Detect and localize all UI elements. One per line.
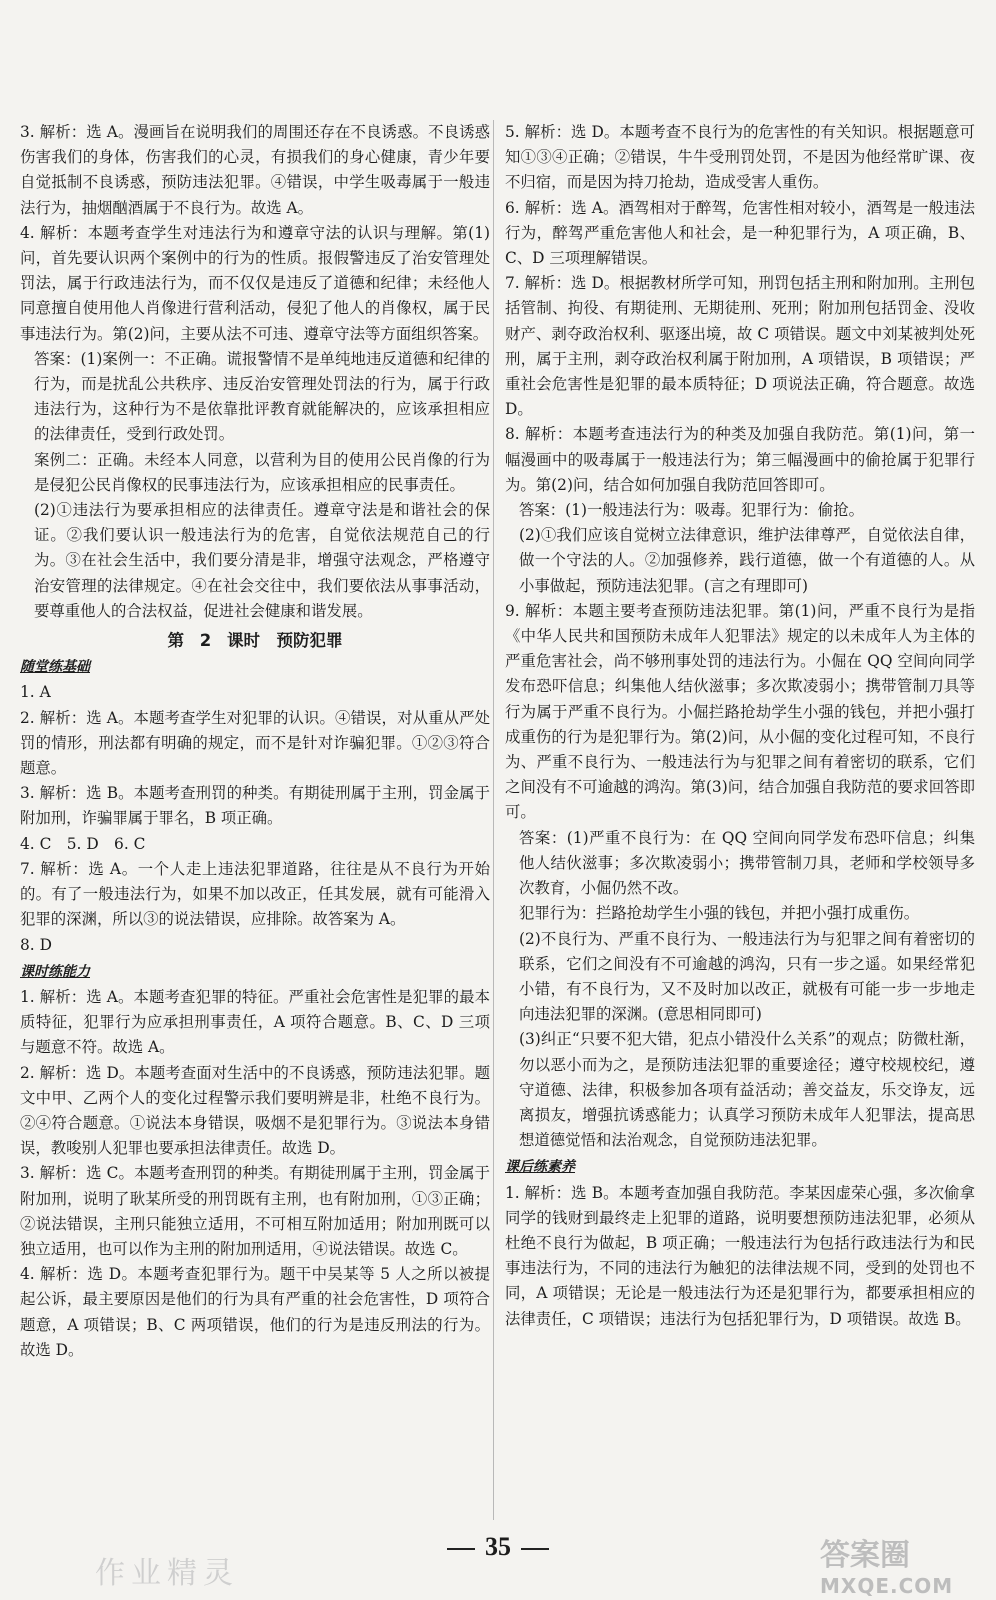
basic-answer-3: 3. 解析：选 B。本题考查刑罚的种类。有期徒刑属于主刑，罚金属于附加刑，诈骗罪属于罪名，B 项正确。 bbox=[20, 784, 490, 828]
answer-3: 3. 解析：选 A。漫画旨在说明我们的周围还存在不良诱惑。不良诱惑伤害我们的身体，伤害我们的心灵，有损我们的身心健康，青少年要自觉抵制不良诱惑，预防违法犯罪。④错误，中学生吸毒属于一般违法行为，抽烟酗酒属于不良行为。故选 A。 bbox=[20, 123, 490, 217]
ability-answer-4: 4. 解析：选 D。本题考查犯罪行为。题干中吴某等 5 人之所以被提起公诉，最主要原因是他们的行为具有严重的社会危害性，D 项符合题意，A 项错误；B、C 两项错误，他们的行为是违反刑法的行为。故选 D。 bbox=[20, 1265, 490, 1359]
answer-4-case1: 答案：(1)案例一：不正确。谎报警情不是单纯地违反道德和纪律的行为，而是扰乱公共秩序、违反治安管理处罚法的行为，属于行政违法行为，这种行为不是依靠批评教育就能解决的，应该承担相应的法律责任，受到行政处罚。 bbox=[34, 349, 490, 444]
ability-answer-9-part1: 答案：(1)严重不良行为：在 QQ 空间向同学发布恐吓信息；纠集他人结伙滋事；多次欺凌弱小；携带管制刀具，老师和学校领导多次教育，小倔仍然不改。 bbox=[519, 828, 975, 898]
page-number: 35 bbox=[485, 1532, 511, 1561]
ability-answer-9-crime: 犯罪行为：拦路抢劫学生小强的钱包，并把小强打成重伤。 bbox=[519, 904, 920, 923]
ability-answer-6: 6. 解析：选 A。酒驾相对于醉驾，危害性相对较小，酒驾是一般违法行为，醉驾严重危害他人和社会，是一种犯罪行为，A 项正确，B、C、D 三项理解错误。 bbox=[505, 198, 975, 268]
basic-answer-1: 1. A bbox=[20, 683, 51, 702]
watermark-right bbox=[820, 1530, 980, 1596]
ability-answer-9-part3: (3)纠正“只要不犯大错，犯点小错没什么关系”的观点；防微杜渐，勿以恶小而为之，是预防违法犯罪的重要途径；遵守校规校纪，遵守道德、法律，积极参加各项有益活动；善交益友，乐交诤友，远离损友，增强抗诱惑能力；认真学习预防未成年人犯罪法，提高思想道德觉悟和法治观念，自觉预防违法犯罪。 bbox=[519, 1030, 975, 1150]
ability-answer-9-analysis: 9. 解析：本题主要考查预防违法犯罪。第(1)问，严重不良行为是指《中华人民共和国预防未成年人犯罪法》规定的以未成年人为主体的严重危害社会，尚不够刑事处罚的违法行为。小倔在 QQ 空间向同学发布恐吓信息；纠集他人结伙滋事；多次欺凌弱小；携带管制刀具等行为属于严重不良行为。小倔拦路抢劫学生小强的钱包，并把小强打成重伤的行为是犯罪行为。第(2)问，从小倔的变化过程可知，不良行为、严重不良行为、一般违法行为与犯罪之间有着密切的联系，它们之间没有不可逾越的鸿沟。第(3)问，结合加强自我防范的要求回答即可。 bbox=[505, 601, 975, 822]
watermark-logo: 答案圈 bbox=[820, 1538, 910, 1573]
right-column bbox=[505, 120, 975, 1332]
footer-dash-left bbox=[447, 1548, 475, 1550]
section-heading-ability: 课时练能力 bbox=[20, 963, 90, 980]
watermark-left: 作业精灵 bbox=[95, 1556, 239, 1591]
ability-answer-1: 1. 解析：选 A。本题考查犯罪的特征。严重社会危害性是犯罪的最本质特征，犯罪行为应承担刑事责任，A 项符合题意。B、C、D 三项与题意不符。故选 A。 bbox=[20, 987, 490, 1057]
ability-answer-5: 5. 解析：选 D。本题考查不良行为的危害性的有关知识。根据题意可知①③④正确；②错误，牛牛受刑罚处罚，不是因为他经常旷课、夜不归宿，而是因为持刀抢劫，造成受害人重伤。 bbox=[505, 123, 975, 192]
ability-answer-2: 2. 解析：选 D。本题考查面对生活中的不良诱惑，预防违法犯罪。题文中甲、乙两个人的变化过程警示我们要明辨是非，杜绝不良行为。②④符合题意。①说法本身错误，吸烟不是犯罪行为。③说法本身错误，教唆别人犯罪也要承担法律责任。故选 D。 bbox=[20, 1063, 490, 1158]
answer-4-part2: (2)①违法行为要承担相应的法律责任。遵章守法是和谐社会的保证。②我们要认识一般违法行为的危害，自觉依法规范自己的行为。③在社会生活中，我们要分清是非，增强守法观念，严格遵守治安管理的法律规定。④在社会交往中，我们要依法从事事活动，要尊重他人的合法权益，促进社会健康和谐发展。 bbox=[34, 501, 490, 620]
section-heading-basic: 随堂练基础 bbox=[20, 659, 90, 676]
column-divider bbox=[493, 120, 494, 1520]
answer-4-case2: 案例二：正确。未经本人同意，以营利为目的使用公民肖像的行为是侵犯公民肖像权的民事违法行为，应该承担相应的民事责任。 bbox=[34, 450, 490, 494]
left-column bbox=[20, 120, 490, 1363]
ability-answer-8-part1: 答案：(1)一般违法行为：吸毒。犯罪行为：偷抢。 bbox=[519, 501, 865, 520]
literacy-answer-1: 1. 解析：选 B。本题考查加强自我防范。李某因虚荣心强，多次偷拿同学的钱财到最终走上犯罪的道路，说明要想预防违法犯罪，必须从杜绝不良行为做起，B 项正确；一般违法行为包括行政违法行为和民事违法行为，不同的违法行为触犯的法律法规不同，受到的处罚也不同，A 项错误；无论是一般违法行为还是犯罪行为，都要承担相应的法律责任，C 项错误；违法行为包括犯罪行为，D 项错误。故选 B。 bbox=[505, 1183, 975, 1328]
ability-answer-9-part2: (2)不良行为、严重不良行为、一般违法行为与犯罪之间有着密切的联系，它们之间没有不可逾越的鸿沟，只有一步之遥。如果经常犯小错，有不良行为，又不及时加以改正，就极有可能一步一步地走向违法犯罪的深渊。(意思相同即可) bbox=[519, 929, 975, 1024]
ability-answer-7: 7. 解析：选 D。根据教材所学可知，刑罚包括主刑和附加刑。主刑包括管制、拘役、有期徒刑、无期徒刑、死刑；附加刑包括罚金、没收财产、剥夺政治权利、驱逐出境，故 C 项错误。题文中刘某被判处死刑，属于主刑，剥夺政治权利属于附加刑，A 项错误，B 项错误；严重社会危害性是犯罪的最本质特征；D 项说法正确，符合题意。故选 D。 bbox=[505, 274, 975, 419]
lesson-title: 第 2 课时 预防犯罪 bbox=[167, 631, 343, 651]
ability-answer-3: 3. 解析：选 C。本题考查刑罚的种类。有期徒刑属于主刑，罚金属于附加刑，说明了耿某所受的刑罚既有主刑，也有附加刑，①③正确；②说法错误，主刑只能独立适用，不可相互附加适用；附加刑既可以独立适用，也可以作为主刑的附加刑适用，④说法错误。故选 C。 bbox=[20, 1164, 490, 1258]
section-heading-literacy: 课后练素养 bbox=[505, 1159, 575, 1176]
watermark-url: MXQE.COM bbox=[820, 1574, 954, 1598]
basic-answer-8: 8. D bbox=[20, 935, 52, 954]
basic-answer-7: 7. 解析：选 A。一个人走上违法犯罪道路，往往是从不良行为开始的。有了一般违法行为，如果不加以改正，任其发展，就有可能滑入犯罪的深渊，所以③的说法错误，应排除。故答案为 A。 bbox=[20, 859, 490, 929]
answer-4-analysis: 4. 解析：本题考查学生对违法行为和遵章守法的认识与理解。第(1)问，首先要认识两个案例中的行为的性质。报假警违反了治安管理处罚法，属于行政违法行为，而不仅仅是违反了道德和纪律；未经他人同意擅自使用他人肖像进行营利活动，侵犯了他人的肖像权，属于民事违法行为。第(2)问，主要从法不可违、遵章守法等方面组织答案。 bbox=[20, 223, 490, 343]
basic-answer-2: 2. 解析：选 A。本题考查学生对犯罪的认识。④错误，对从重从严处罚的情形，刑法都有明确的规定，而不是针对诈骗犯罪。①②③符合题意。 bbox=[20, 708, 490, 778]
basic-answers-4-6: 4. C 5. D 6. C bbox=[20, 834, 146, 853]
ability-answer-8-analysis: 8. 解析：本题考查违法行为的种类及加强自我防范。第(1)问，第一幅漫画中的吸毒属于一般违法行为；第三幅漫画中的偷抢属于犯罪行为。第(2)问，结合如何加强自我防范回答即可。 bbox=[505, 425, 975, 494]
ability-answer-8-part2: (2)①我们应该自觉树立法律意识，维护法律尊严，自觉依法自律，做一个守法的人。②加强修养，践行道德，做一个有道德的人。从小事做起，预防违法犯罪。(言之有理即可) bbox=[519, 526, 975, 595]
footer-dash-right bbox=[521, 1548, 549, 1550]
